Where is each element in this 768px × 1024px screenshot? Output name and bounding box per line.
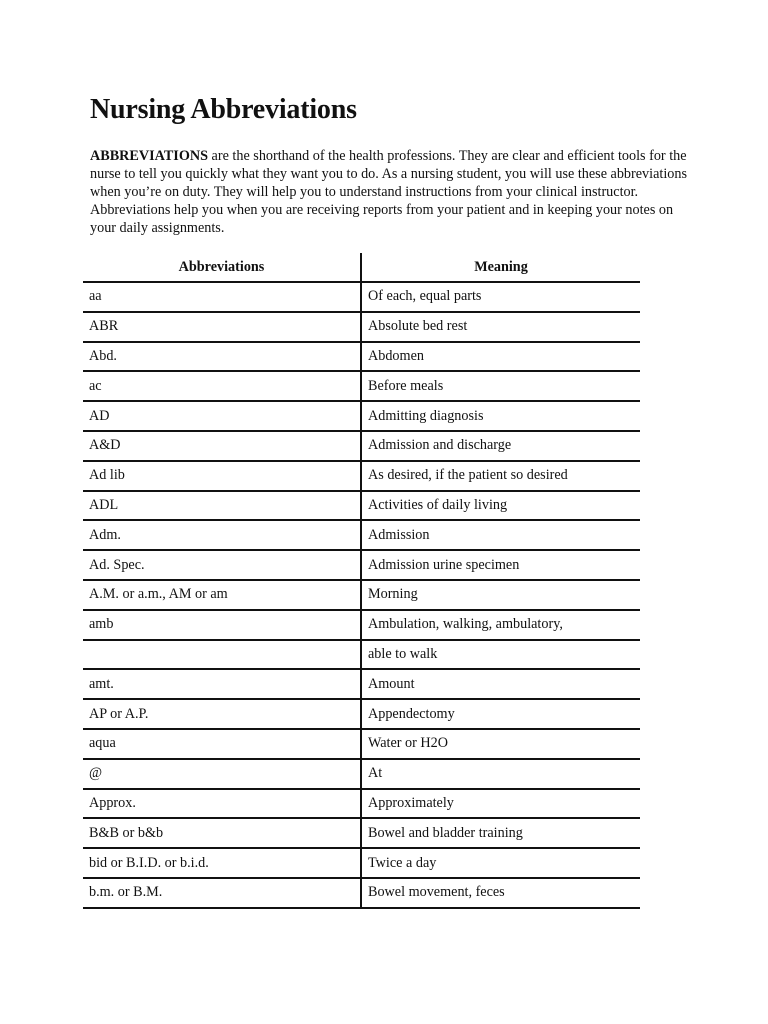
abbreviation-cell: bid or B.I.D. or b.i.d. bbox=[83, 848, 361, 878]
table-row bbox=[83, 729, 640, 759]
abbreviation-cell: Ad. Spec. bbox=[83, 550, 361, 580]
table-row bbox=[83, 640, 640, 670]
abbreviation-cell: @ bbox=[83, 759, 361, 789]
table-row bbox=[83, 282, 640, 312]
abbreviation-cell: AP or A.P. bbox=[83, 699, 361, 729]
table-row bbox=[83, 491, 640, 521]
abbreviation-cell: aqua bbox=[83, 729, 361, 759]
table-row bbox=[83, 759, 640, 789]
table-row bbox=[83, 878, 640, 908]
intro-lead-term: ABBREVIATIONS bbox=[90, 148, 208, 164]
table-row bbox=[83, 312, 640, 342]
meaning-cell: Absolute bed rest bbox=[361, 312, 640, 342]
abbreviation-cell: ABR bbox=[83, 312, 361, 342]
abbreviation-cell: Adm. bbox=[83, 520, 361, 550]
intro-paragraph bbox=[90, 147, 690, 237]
column-header-meaning: Meaning bbox=[361, 253, 640, 282]
table-row bbox=[83, 818, 640, 848]
meaning-cell: Morning bbox=[361, 580, 640, 610]
meaning-cell: Approximately bbox=[361, 789, 640, 819]
meaning-cell: Admission bbox=[361, 520, 640, 550]
table-row bbox=[83, 580, 640, 610]
abbreviation-cell: ac bbox=[83, 371, 361, 401]
meaning-cell: Of each, equal parts bbox=[361, 282, 640, 312]
table-row bbox=[83, 669, 640, 699]
table-row bbox=[83, 848, 640, 878]
table-header-row bbox=[83, 253, 640, 282]
abbreviation-cell: ADL bbox=[83, 491, 361, 521]
meaning-cell: Activities of daily living bbox=[361, 491, 640, 521]
meaning-cell: Bowel movement, feces bbox=[361, 878, 640, 908]
table-row bbox=[83, 401, 640, 431]
meaning-cell: able to walk bbox=[361, 640, 640, 670]
abbreviation-cell bbox=[83, 640, 361, 670]
table-row bbox=[83, 610, 640, 640]
meaning-cell: Amount bbox=[361, 669, 640, 699]
meaning-cell: Admission urine specimen bbox=[361, 550, 640, 580]
intro-body-text: are the shorthand of the health professions. They are clear and efficient tools for the nurse to tell you quickly what they want you to do. As a nursing student, you will use these abbreviations when you’re on duty. They will help you to understand instructions from your clinical instructor. Abbreviations help you when you are receiving reports from your patient and in keeping your notes on your daily assignments. bbox=[90, 148, 687, 236]
page-title: Nursing Abbreviations bbox=[90, 94, 357, 125]
table-row bbox=[83, 342, 640, 372]
abbreviation-cell: AD bbox=[83, 401, 361, 431]
meaning-cell: At bbox=[361, 759, 640, 789]
abbreviation-cell: Ad lib bbox=[83, 461, 361, 491]
table-row bbox=[83, 550, 640, 580]
table-row bbox=[83, 371, 640, 401]
meaning-cell: Admitting diagnosis bbox=[361, 401, 640, 431]
abbreviation-cell: amb bbox=[83, 610, 361, 640]
abbreviation-cell: aa bbox=[83, 282, 361, 312]
meaning-cell: Bowel and bladder training bbox=[361, 818, 640, 848]
meaning-cell: Appendectomy bbox=[361, 699, 640, 729]
abbreviation-cell: Abd. bbox=[83, 342, 361, 372]
abbreviations-table-body bbox=[83, 282, 640, 908]
abbreviations-table bbox=[83, 253, 640, 909]
abbreviation-cell: b.m. or B.M. bbox=[83, 878, 361, 908]
meaning-cell: Before meals bbox=[361, 371, 640, 401]
table-row bbox=[83, 789, 640, 819]
table-row bbox=[83, 431, 640, 461]
meaning-cell: As desired, if the patient so desired bbox=[361, 461, 640, 491]
abbreviation-cell: Approx. bbox=[83, 789, 361, 819]
abbreviation-cell: B&B or b&b bbox=[83, 818, 361, 848]
table-row bbox=[83, 461, 640, 491]
meaning-cell: Water or H2O bbox=[361, 729, 640, 759]
table-row bbox=[83, 699, 640, 729]
meaning-cell: Ambulation, walking, ambulatory, bbox=[361, 610, 640, 640]
meaning-cell: Abdomen bbox=[361, 342, 640, 372]
table-row bbox=[83, 520, 640, 550]
column-header-abbreviations: Abbreviations bbox=[83, 253, 361, 282]
meaning-cell: Admission and discharge bbox=[361, 431, 640, 461]
abbreviation-cell: A&D bbox=[83, 431, 361, 461]
abbreviation-cell: A.M. or a.m., AM or am bbox=[83, 580, 361, 610]
abbreviation-cell: amt. bbox=[83, 669, 361, 699]
meaning-cell: Twice a day bbox=[361, 848, 640, 878]
